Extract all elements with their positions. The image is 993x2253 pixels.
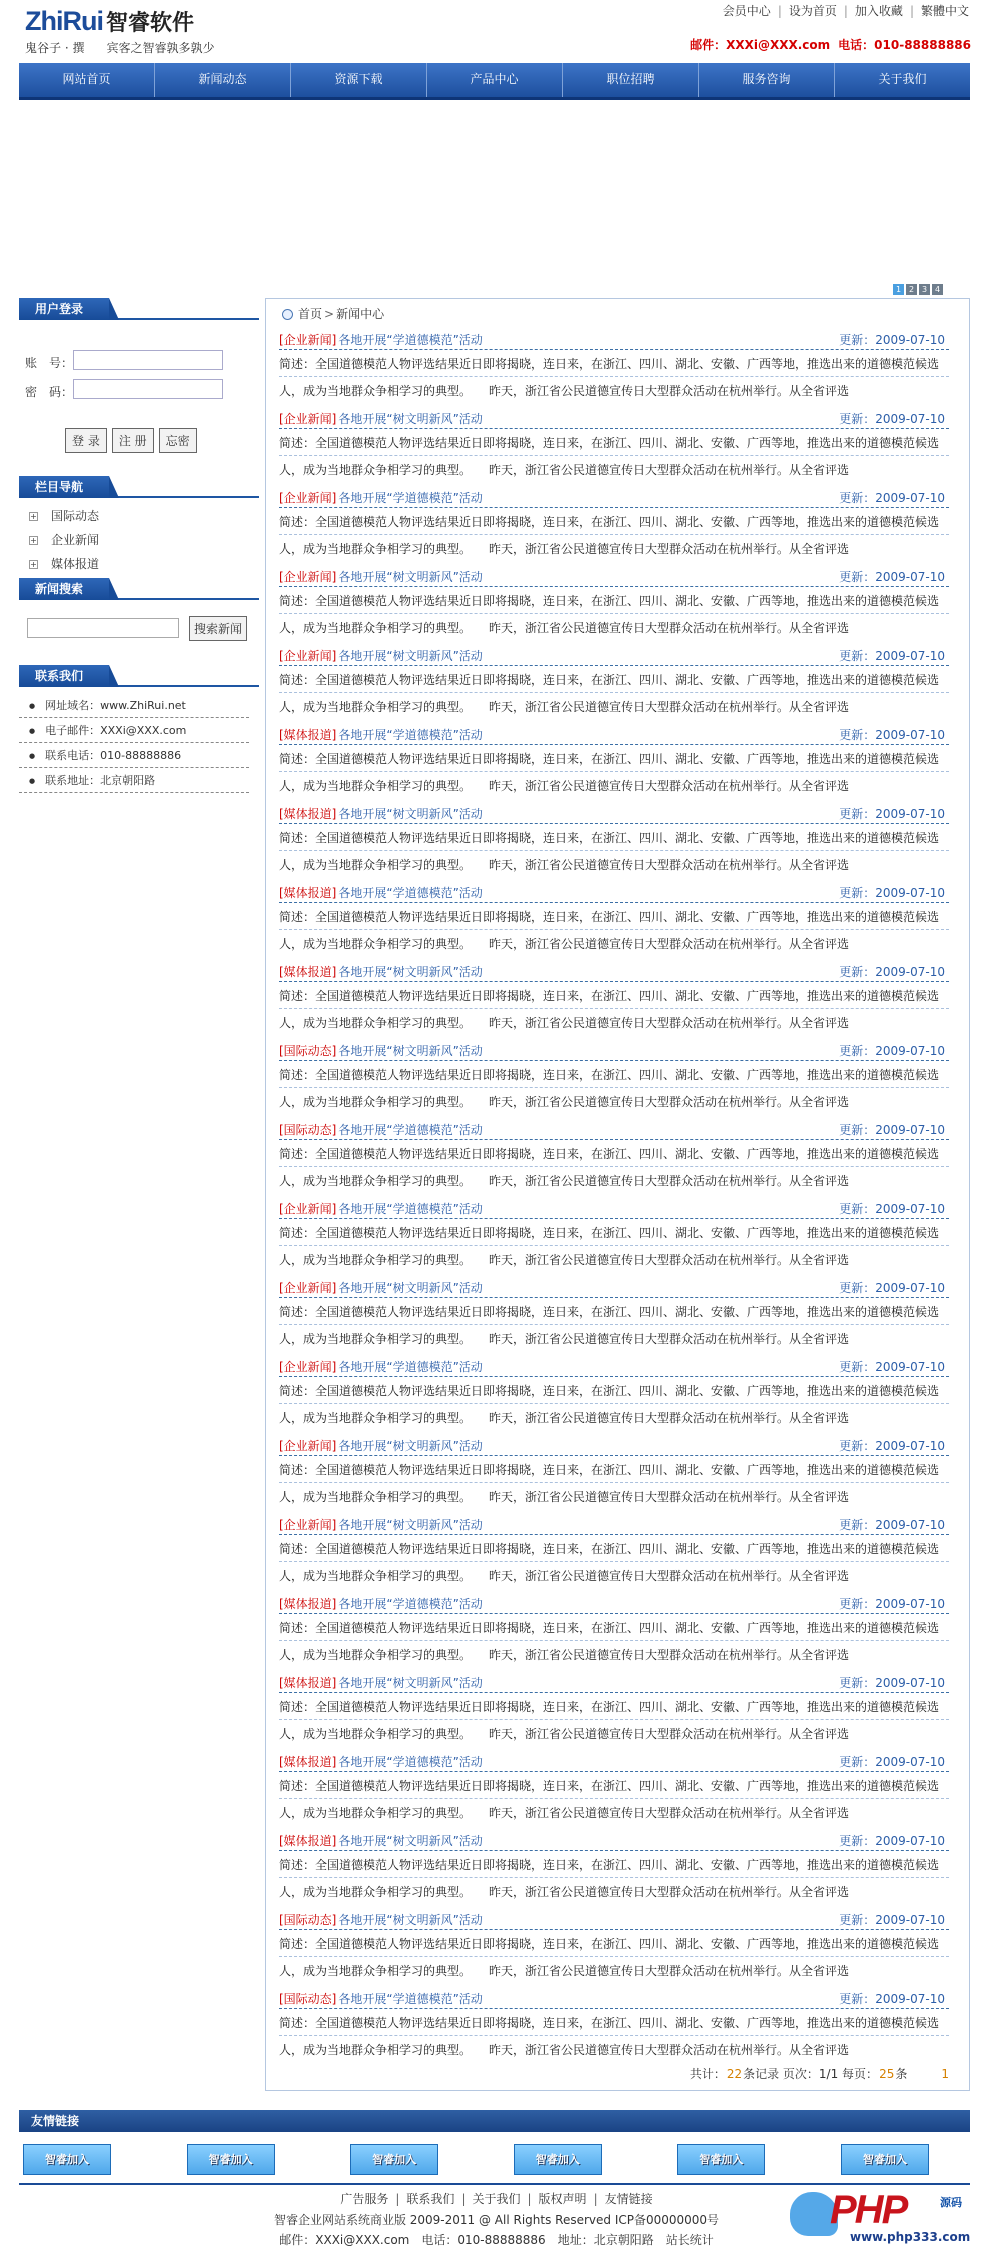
update-date: 2009-07-10 bbox=[875, 1676, 945, 1690]
news-summary-line: 简述：全国道德模范人物评选结果近日即将揭晓，连日来，在浙江、四川、湖北、安徽、广西等地，推选出来的道德模范候选 bbox=[279, 430, 949, 456]
news-title-link[interactable]: 各地开展“树文明新风”活动 bbox=[338, 1676, 483, 1690]
update-date: 2009-07-10 bbox=[875, 886, 945, 900]
update-label: 更新： bbox=[839, 1755, 876, 1769]
copyright: 智睿企业网站系统商业版 2009-2011 @ All Rights Reserved ICP备00000000号 bbox=[273, 2213, 720, 2227]
plus-icon: + bbox=[30, 512, 37, 521]
news-category[interactable]: [媒体报道] bbox=[279, 886, 337, 900]
friend-logo-button[interactable]: 智睿加入 bbox=[514, 2144, 602, 2175]
news-item bbox=[279, 1828, 949, 1907]
footer-link-separator: | bbox=[593, 2192, 598, 2206]
news-summary-line: 人，成为当地群众争相学习的典型。 昨天，浙江省公民道德宣传日大型群众活动在杭州举行。从全省评选 bbox=[279, 1727, 850, 1741]
news-item-header bbox=[279, 646, 949, 666]
news-summary-line: 简述：全国道德模范人物评选结果近日即将揭晓，连日来，在浙江、四川、湖北、安徽、广西等地，推选出来的道德模范候选 bbox=[279, 2010, 949, 2036]
update-date: 2009-07-10 bbox=[875, 1281, 945, 1295]
banner bbox=[19, 103, 970, 283]
update-label: 更新： bbox=[839, 1202, 876, 1216]
news-summary-line: 简述：全国道德模范人物评选结果近日即将揭晓，连日来，在浙江、四川、湖北、安徽、广西等地，推选出来的道德模范候选 bbox=[279, 1141, 949, 1167]
plus-icon: + bbox=[30, 536, 37, 545]
news-category[interactable]: [国际动态] bbox=[279, 1123, 337, 1137]
news-title-link[interactable]: 各地开展“树文明新风”活动 bbox=[338, 965, 483, 979]
news-category[interactable]: [媒体报道] bbox=[279, 728, 337, 742]
contact-item: ● 电子邮件：XXXi@XXX.com bbox=[19, 718, 249, 743]
news-summary-line: 人，成为当地群众争相学习的典型。 昨天，浙江省公民道德宣传日大型群众活动在杭州举行。从全省评选 bbox=[279, 1016, 850, 1030]
forgot-password-button[interactable]: 忘密 bbox=[159, 428, 197, 453]
banner-page-button[interactable]: 4 bbox=[932, 284, 943, 295]
news-item bbox=[279, 722, 949, 801]
account-label: 账 号： bbox=[25, 356, 74, 370]
news-date bbox=[839, 1120, 945, 1140]
update-date: 2009-07-10 bbox=[875, 1360, 945, 1374]
news-title-link[interactable]: 各地开展“树文明新风”活动 bbox=[338, 1913, 483, 1927]
news-date bbox=[839, 1515, 945, 1535]
update-label: 更新： bbox=[839, 649, 876, 663]
account-input[interactable] bbox=[73, 350, 223, 370]
footer-link-separator: | bbox=[461, 2192, 466, 2206]
news-title-link[interactable]: 各地开展“树文明新风”活动 bbox=[338, 1439, 483, 1453]
update-date: 2009-07-10 bbox=[875, 333, 945, 347]
news-item bbox=[279, 1354, 949, 1433]
news-title-link[interactable]: 各地开展“树文明新风”活动 bbox=[338, 1281, 483, 1295]
news-summary-line: 人，成为当地群众争相学习的典型。 昨天，浙江省公民道德宣传日大型群众活动在杭州举行。从全省评选 bbox=[279, 858, 850, 872]
update-date: 2009-07-10 bbox=[875, 1992, 945, 2006]
footer-address: 地址：北京朝阳路 bbox=[557, 2233, 654, 2247]
news-list bbox=[279, 327, 949, 2065]
footer-link[interactable]: 联系我们 bbox=[406, 2192, 455, 2206]
news-title-link[interactable]: 各地开展“学道德模范”活动 bbox=[338, 1755, 483, 1769]
news-date bbox=[839, 1041, 945, 1061]
toplink[interactable]: 繁體中文 bbox=[920, 4, 969, 18]
news-item bbox=[279, 1196, 949, 1275]
news-item-header bbox=[279, 330, 949, 350]
news-category[interactable]: [企业新闻] bbox=[279, 1439, 337, 1453]
news-item bbox=[279, 1275, 949, 1354]
banner-page-button[interactable]: 1 bbox=[893, 284, 904, 295]
main-nav bbox=[19, 63, 970, 100]
crumb-arrow-icon: > bbox=[324, 307, 335, 321]
news-title-link[interactable]: 各地开展“学道德模范”活动 bbox=[338, 1123, 483, 1137]
news-category[interactable]: [媒体报道] bbox=[279, 1834, 337, 1848]
news-item bbox=[279, 1986, 949, 2065]
news-item-header bbox=[279, 725, 949, 745]
update-date: 2009-07-10 bbox=[875, 1202, 945, 1216]
update-date: 2009-07-10 bbox=[875, 1044, 945, 1058]
toplink[interactable]: 设为首页 bbox=[788, 4, 837, 18]
news-category[interactable]: [媒体报道] bbox=[279, 965, 337, 979]
news-summary-line: 人，成为当地群众争相学习的典型。 昨天，浙江省公民道德宣传日大型群众活动在杭州举行。从全省评选 bbox=[279, 1174, 850, 1188]
top-links bbox=[723, 2, 969, 19]
news-date bbox=[839, 1910, 945, 1930]
news-summary-line: 简述：全国道德模范人物评选结果近日即将揭晓，连日来，在浙江、四川、湖北、安徽、广西等地，推选出来的道德模范候选 bbox=[279, 746, 949, 772]
news-item bbox=[279, 1433, 949, 1512]
news-title-link[interactable]: 各地开展“树文明新风”活动 bbox=[338, 1044, 483, 1058]
news-item-header bbox=[279, 1673, 949, 1693]
watermark bbox=[790, 2190, 990, 2250]
news-item bbox=[279, 959, 949, 1038]
news-title-link[interactable]: 各地开展“学道德模范”活动 bbox=[338, 491, 483, 505]
colnav-label: 国际动态 bbox=[51, 509, 100, 523]
news-main bbox=[265, 298, 970, 2091]
news-category[interactable]: [企业新闻] bbox=[279, 1202, 337, 1216]
news-summary-line: 人，成为当地群众争相学习的典型。 昨天，浙江省公民道德宣传日大型群众活动在杭州举行。从全省评选 bbox=[279, 384, 850, 398]
news-summary-line: 人，成为当地群众争相学习的典型。 昨天，浙江省公民道德宣传日大型群众活动在杭州举行。从全省评选 bbox=[279, 1490, 850, 1504]
friend-logo-button[interactable]: 智睿加入 bbox=[350, 2144, 438, 2175]
news-date bbox=[839, 330, 945, 350]
news-search-button[interactable]: 搜索新闻 bbox=[189, 616, 247, 641]
news-item bbox=[279, 801, 949, 880]
news-item bbox=[279, 1038, 949, 1117]
toplink-separator: | bbox=[909, 4, 914, 18]
news-summary-line: 简述：全国道德模范人物评选结果近日即将揭晓，连日来，在浙江、四川、湖北、安徽、广西等地，推选出来的道德模范候选 bbox=[279, 1694, 949, 1720]
news-summary-line: 人，成为当地群众争相学习的典型。 昨天，浙江省公民道德宣传日大型群众活动在杭州举行。从全省评选 bbox=[279, 700, 850, 714]
news-date bbox=[839, 1673, 945, 1693]
contact-item: ● 联系电话：010-88888886 bbox=[19, 743, 249, 768]
friends-title: 友情链接 bbox=[19, 2110, 970, 2132]
news-item-header bbox=[279, 1989, 949, 2009]
news-item-header bbox=[279, 1041, 949, 1061]
update-date: 2009-07-10 bbox=[875, 1755, 945, 1769]
news-date bbox=[839, 1989, 945, 2009]
location-icon bbox=[282, 309, 293, 320]
footer-phone: 电话：010-88888886 bbox=[421, 2233, 546, 2247]
login-panel bbox=[19, 298, 259, 468]
news-item-header bbox=[279, 1278, 949, 1298]
news-title-link[interactable]: 各地开展“树文明新风”活动 bbox=[338, 1518, 483, 1532]
news-date bbox=[839, 1752, 945, 1772]
logo-latin: ZhiRui bbox=[25, 6, 103, 36]
news-title-link[interactable]: 各地开展“树文明新风”活动 bbox=[338, 570, 483, 584]
news-item bbox=[279, 1670, 949, 1749]
news-item-header bbox=[279, 1752, 949, 1772]
stats-link[interactable]: 站长统计 bbox=[665, 2233, 714, 2247]
watermark-tag: 源码 bbox=[940, 2196, 962, 2209]
news-summary-line: 简述：全国道德模范人物评选结果近日即将揭晓，连日来，在浙江、四川、湖北、安徽、广西等地，推选出来的道德模范候选 bbox=[279, 825, 949, 851]
news-search-input[interactable] bbox=[27, 618, 179, 638]
news-item-header bbox=[279, 1120, 949, 1140]
news-item-header bbox=[279, 1910, 949, 1930]
password-input[interactable] bbox=[73, 379, 223, 399]
tagline-slogan: 宾客之智睿孰多孰少 bbox=[106, 41, 215, 55]
update-date: 2009-07-10 bbox=[875, 728, 945, 742]
friend-links bbox=[19, 2110, 970, 2175]
news-title-link[interactable]: 各地开展“树文明新风”活动 bbox=[338, 1834, 483, 1848]
news-category[interactable]: [媒体报道] bbox=[279, 1676, 337, 1690]
nav-item[interactable]: 关于我们 bbox=[878, 72, 927, 86]
banner-pager bbox=[893, 284, 943, 295]
news-item bbox=[279, 485, 949, 564]
news-category[interactable]: [国际动态] bbox=[279, 1992, 337, 2006]
footer-link[interactable]: 版权声明 bbox=[538, 2192, 587, 2206]
news-summary-line: 简述：全国道德模范人物评选结果近日即将揭晓，连日来，在浙江、四川、湖北、安徽、广西等地，推选出来的道德模范候选 bbox=[279, 1536, 949, 1562]
news-summary-line: 人，成为当地群众争相学习的典型。 昨天，浙江省公民道德宣传日大型群众活动在杭州举行。从全省评选 bbox=[279, 779, 850, 793]
colnav-title: 栏目导航 bbox=[19, 476, 109, 498]
news-search bbox=[19, 578, 259, 636]
update-date: 2009-07-10 bbox=[875, 965, 945, 979]
news-date bbox=[839, 725, 945, 745]
news-date bbox=[839, 883, 945, 903]
toplink-separator: | bbox=[777, 4, 782, 18]
breadcrumb bbox=[282, 305, 384, 322]
update-label: 更新： bbox=[839, 1913, 876, 1927]
news-item-header bbox=[279, 883, 949, 903]
footer-link-separator: | bbox=[527, 2192, 532, 2206]
update-label: 更新： bbox=[839, 728, 876, 742]
footer-link-separator: | bbox=[395, 2192, 400, 2206]
news-category[interactable]: [企业新闻] bbox=[279, 333, 337, 347]
footer-divider bbox=[19, 2183, 970, 2185]
nav-item[interactable]: 网站首页 bbox=[19, 63, 155, 97]
update-label: 更新： bbox=[839, 1597, 876, 1611]
news-summary-line: 简述：全国道德模范人物评选结果近日即将揭晓，连日来，在浙江、四川、湖北、安徽、广西等地，推选出来的道德模范候选 bbox=[279, 1773, 949, 1799]
news-item bbox=[279, 564, 949, 643]
news-summary-line: 简述：全国道德模范人物评选结果近日即将揭晓，连日来，在浙江、四川、湖北、安徽、广西等地，推选出来的道德模范候选 bbox=[279, 351, 949, 377]
news-category[interactable]: [企业新闻] bbox=[279, 491, 337, 505]
update-label: 更新： bbox=[839, 965, 876, 979]
news-summary-line: 简述：全国道德模范人物评选结果近日即将揭晓，连日来，在浙江、四川、湖北、安徽、广西等地，推选出来的道德模范候选 bbox=[279, 588, 949, 614]
news-summary-line: 简述：全国道德模范人物评选结果近日即将揭晓，连日来，在浙江、四川、湖北、安徽、广西等地，推选出来的道德模范候选 bbox=[279, 904, 949, 930]
news-category[interactable]: [媒体报道] bbox=[279, 807, 337, 821]
news-summary-line: 人，成为当地群众争相学习的典型。 昨天，浙江省公民道德宣传日大型群众活动在杭州举行。从全省评选 bbox=[279, 1964, 850, 1978]
news-category[interactable]: [企业新闻] bbox=[279, 1518, 337, 1532]
news-item-header bbox=[279, 567, 949, 587]
news-date bbox=[839, 962, 945, 982]
contact-title: 联系我们 bbox=[19, 665, 109, 687]
friend-logo-button[interactable]: 智睿加入 bbox=[187, 2144, 275, 2175]
crumb-home[interactable]: 首页 bbox=[298, 307, 323, 321]
update-label: 更新： bbox=[839, 807, 876, 821]
nav-item[interactable]: 新闻动态 bbox=[155, 63, 291, 97]
news-summary-line: 简述：全国道德模范人物评选结果近日即将揭晓，连日来，在浙江、四川、湖北、安徽、广西等地，推选出来的道德模范候选 bbox=[279, 1299, 949, 1325]
news-summary-line: 简述：全国道德模范人物评选结果近日即将揭晓，连日来，在浙江、四川、湖北、安徽、广西等地，推选出来的道德模范候选 bbox=[279, 1457, 949, 1483]
news-date bbox=[839, 804, 945, 824]
news-item bbox=[279, 1117, 949, 1196]
nav-item[interactable]: 资源下载 bbox=[291, 63, 427, 97]
news-summary-line: 简述：全国道德模范人物评选结果近日即将揭晓，连日来，在浙江、四川、湖北、安徽、广西等地，推选出来的道德模范候选 bbox=[279, 1615, 949, 1641]
update-date: 2009-07-10 bbox=[875, 412, 945, 426]
news-title-link[interactable]: 各地开展“学道德模范”活动 bbox=[338, 1202, 483, 1216]
news-item bbox=[279, 643, 949, 722]
news-title-link[interactable]: 各地开展“学道德模范”活动 bbox=[338, 333, 483, 347]
news-summary-line: 人，成为当地群众争相学习的典型。 昨天，浙江省公民道德宣传日大型群众活动在杭州举行。从全省评选 bbox=[279, 1648, 850, 1662]
news-summary-line: 简述：全国道德模范人物评选结果近日即将揭晓，连日来，在浙江、四川、湖北、安徽、广西等地，推选出来的道德模范候选 bbox=[279, 509, 949, 535]
news-date bbox=[839, 1278, 945, 1298]
site-logo[interactable] bbox=[25, 6, 236, 56]
footer-email: 邮件：XXXi@XXX.com bbox=[279, 2233, 410, 2247]
colnav-label: 企业新闻 bbox=[51, 533, 100, 547]
news-item bbox=[279, 880, 949, 959]
news-summary-line: 人，成为当地群众争相学习的典型。 昨天，浙江省公民道德宣传日大型群众活动在杭州举行。从全省评选 bbox=[279, 621, 850, 635]
login-button[interactable]: 登 录 bbox=[65, 428, 107, 453]
contact-panel bbox=[19, 665, 259, 793]
update-label: 更新： bbox=[839, 1439, 876, 1453]
update-label: 更新： bbox=[839, 412, 876, 426]
friend-logo-button[interactable]: 智睿加入 bbox=[677, 2144, 765, 2175]
update-label: 更新： bbox=[839, 333, 876, 347]
footer-link[interactable]: 关于我们 bbox=[472, 2192, 521, 2206]
top-contact bbox=[682, 36, 971, 53]
update-label: 更新： bbox=[839, 1518, 876, 1532]
news-date bbox=[839, 1436, 945, 1456]
update-date: 2009-07-10 bbox=[875, 570, 945, 584]
update-date: 2009-07-10 bbox=[875, 1439, 945, 1453]
news-summary-line: 人，成为当地群众争相学习的典型。 昨天，浙江省公民道德宣传日大型群众活动在杭州举行。从全省评选 bbox=[279, 2043, 850, 2057]
record-count: 22 bbox=[726, 2067, 743, 2081]
update-label: 更新： bbox=[839, 1360, 876, 1374]
crumb-current: 新闻中心 bbox=[336, 307, 385, 321]
update-label: 更新： bbox=[839, 570, 876, 584]
news-category[interactable]: [国际动态] bbox=[279, 1913, 337, 1927]
update-label: 更新： bbox=[839, 491, 876, 505]
contact-item: ● 网址域名：www.ZhiRui.net bbox=[19, 693, 249, 718]
news-item bbox=[279, 327, 949, 406]
colnav-item[interactable] bbox=[19, 504, 259, 528]
news-summary-line: 简述：全国道德模范人物评选结果近日即将揭晓，连日来，在浙江、四川、湖北、安徽、广西等地，推选出来的道德模范候选 bbox=[279, 1378, 949, 1404]
news-item-header bbox=[279, 1831, 949, 1851]
page-link[interactable]: 1 bbox=[941, 2067, 949, 2081]
news-summary-line: 人，成为当地群众争相学习的典型。 昨天，浙江省公民道德宣传日大型群众活动在杭州举行。从全省评选 bbox=[279, 463, 850, 477]
update-label: 更新： bbox=[839, 1281, 876, 1295]
news-date bbox=[839, 646, 945, 666]
news-summary-line: 简述：全国道德模范人物评选结果近日即将揭晓，连日来，在浙江、四川、湖北、安徽、广西等地，推选出来的道德模范候选 bbox=[279, 1062, 949, 1088]
banner-page-button[interactable]: 2 bbox=[906, 284, 917, 295]
search-title: 新闻搜索 bbox=[19, 578, 109, 600]
news-category[interactable]: [企业新闻] bbox=[279, 1360, 337, 1374]
news-title-link[interactable]: 各地开展“学道德模范”活动 bbox=[338, 1360, 483, 1374]
update-label: 更新： bbox=[839, 1992, 876, 2006]
watermark-brand: PHP bbox=[830, 2188, 907, 2232]
news-date bbox=[839, 1594, 945, 1614]
top-email: 邮件：XXXi@XXX.com bbox=[690, 38, 831, 52]
sidebar bbox=[19, 298, 259, 787]
watermark-url: www.php333.com bbox=[850, 2230, 971, 2244]
toplink[interactable]: 加入收藏 bbox=[854, 4, 903, 18]
toplink[interactable]: 会员中心 bbox=[722, 4, 771, 18]
news-category[interactable]: [媒体报道] bbox=[279, 1597, 337, 1611]
news-summary-line: 人，成为当地群众争相学习的典型。 昨天，浙江省公民道德宣传日大型群众活动在杭州举行。从全省评选 bbox=[279, 1569, 850, 1583]
news-title-link[interactable]: 各地开展“学道德模范”活动 bbox=[338, 1597, 483, 1611]
news-item-header bbox=[279, 1515, 949, 1535]
colnav-item[interactable] bbox=[19, 528, 259, 552]
update-label: 更新： bbox=[839, 1044, 876, 1058]
password-label: 密 码： bbox=[25, 385, 74, 399]
news-date bbox=[839, 1357, 945, 1377]
news-title-link[interactable]: 各地开展“学道德模范”活动 bbox=[338, 728, 483, 742]
news-item-header bbox=[279, 1357, 949, 1377]
top-phone: 电话：010-88888886 bbox=[838, 38, 971, 52]
contact-item: ● 联系地址：北京朝阳路 bbox=[19, 768, 249, 793]
news-title-link[interactable]: 各地开展“树文明新风”活动 bbox=[338, 412, 483, 426]
news-summary-line: 人，成为当地群众争相学习的典型。 昨天，浙江省公民道德宣传日大型群众活动在杭州举行。从全省评选 bbox=[279, 1095, 850, 1109]
update-label: 更新： bbox=[839, 1123, 876, 1137]
news-title-link[interactable]: 各地开展“学道德模范”活动 bbox=[338, 886, 483, 900]
login-title: 用户登录 bbox=[19, 298, 109, 320]
news-summary-line: 简述：全国道德模范人物评选结果近日即将揭晓，连日来，在浙江、四川、湖北、安徽、广西等地，推选出来的道德模范候选 bbox=[279, 983, 949, 1009]
news-date bbox=[839, 409, 945, 429]
news-date bbox=[839, 1831, 945, 1851]
toplink-separator: | bbox=[843, 4, 848, 18]
colnav-item[interactable] bbox=[19, 552, 259, 576]
news-title-link[interactable]: 各地开展“学道德模范”活动 bbox=[338, 1992, 483, 2006]
news-item-header bbox=[279, 1594, 949, 1614]
news-item-header bbox=[279, 804, 949, 824]
news-title-link[interactable]: 各地开展“树文明新风”活动 bbox=[338, 649, 483, 663]
news-summary-line: 人，成为当地群众争相学习的典型。 昨天，浙江省公民道德宣传日大型群众活动在杭州举行。从全省评选 bbox=[279, 1806, 850, 1820]
news-summary-line: 简述：全国道德模范人物评选结果近日即将揭晓，连日来，在浙江、四川、湖北、安徽、广西等地，推选出来的道德模范候选 bbox=[279, 1852, 949, 1878]
news-item-header bbox=[279, 1436, 949, 1456]
update-label: 更新： bbox=[839, 1834, 876, 1848]
news-category[interactable]: [国际动态] bbox=[279, 1044, 337, 1058]
plus-icon: + bbox=[30, 560, 37, 569]
news-item-header bbox=[279, 409, 949, 429]
news-summary-line: 人，成为当地群众争相学习的典型。 昨天，浙江省公民道德宣传日大型群众活动在杭州举行。从全省评选 bbox=[279, 1253, 850, 1267]
footer-link[interactable]: 广告服务 bbox=[340, 2192, 389, 2206]
news-item bbox=[279, 1512, 949, 1591]
nav-item[interactable]: 职位招聘 bbox=[563, 63, 699, 97]
news-item bbox=[279, 1749, 949, 1828]
logo-cn: 智睿软件 bbox=[105, 10, 194, 35]
update-date: 2009-07-10 bbox=[875, 649, 945, 663]
friend-logo-button[interactable]: 智睿加入 bbox=[841, 2144, 929, 2175]
news-category[interactable]: [企业新闻] bbox=[279, 412, 337, 426]
news-title-link[interactable]: 各地开展“树文明新风”活动 bbox=[338, 807, 483, 821]
update-label: 更新： bbox=[839, 886, 876, 900]
news-category[interactable]: [企业新闻] bbox=[279, 1281, 337, 1295]
register-button[interactable]: 注 册 bbox=[112, 428, 154, 453]
news-summary-line: 简述：全国道德模范人物评选结果近日即将揭晓，连日来，在浙江、四川、湖北、安徽、广西等地，推选出来的道德模范候选 bbox=[279, 667, 949, 693]
footer-link[interactable]: 友情链接 bbox=[604, 2192, 653, 2206]
news-summary-line: 人，成为当地群众争相学习的典型。 昨天，浙江省公民道德宣传日大型群众活动在杭州举行。从全省评选 bbox=[279, 937, 850, 951]
tagline-author: 鬼谷子 · 撰 bbox=[25, 41, 85, 55]
banner-page-button[interactable]: 3 bbox=[919, 284, 930, 295]
nav-item[interactable]: 产品中心 bbox=[427, 63, 563, 97]
news-item bbox=[279, 1907, 949, 1986]
news-summary-line: 简述：全国道德模范人物评选结果近日即将揭晓，连日来，在浙江、四川、湖北、安徽、广西等地，推选出来的道德模范候选 bbox=[279, 1220, 949, 1246]
news-date bbox=[839, 567, 945, 587]
update-label: 更新： bbox=[839, 1676, 876, 1690]
news-summary-line: 人，成为当地群众争相学习的典型。 昨天，浙江省公民道德宣传日大型群众活动在杭州举行。从全省评选 bbox=[279, 1885, 850, 1899]
colnav-label: 媒体报道 bbox=[51, 557, 100, 571]
news-item-header bbox=[279, 488, 949, 508]
news-summary-line: 人，成为当地群众争相学习的典型。 昨天，浙江省公民道德宣传日大型群众活动在杭州举行。从全省评选 bbox=[279, 1332, 850, 1346]
nav-item[interactable]: 服务咨询 bbox=[699, 63, 835, 97]
update-date: 2009-07-10 bbox=[875, 1123, 945, 1137]
list-stats: 共计：22条记录 页次：1/1 每页：25条 1 bbox=[689, 2067, 949, 2081]
update-date: 2009-07-10 bbox=[875, 1913, 945, 1927]
news-item bbox=[279, 406, 949, 485]
update-date: 2009-07-10 bbox=[875, 491, 945, 505]
update-date: 2009-07-10 bbox=[875, 1597, 945, 1611]
column-nav bbox=[19, 476, 259, 576]
update-date: 2009-07-10 bbox=[875, 1834, 945, 1848]
news-item bbox=[279, 1591, 949, 1670]
news-item-header bbox=[279, 962, 949, 982]
news-category[interactable]: [媒体报道] bbox=[279, 1755, 337, 1769]
update-date: 2009-07-10 bbox=[875, 807, 945, 821]
news-date bbox=[839, 488, 945, 508]
news-summary-line: 简述：全国道德模范人物评选结果近日即将揭晓，连日来，在浙江、四川、湖北、安徽、广西等地，推选出来的道德模范候选 bbox=[279, 1931, 949, 1957]
news-item-header bbox=[279, 1199, 949, 1219]
news-category[interactable]: [企业新闻] bbox=[279, 649, 337, 663]
news-date bbox=[839, 1199, 945, 1219]
update-date: 2009-07-10 bbox=[875, 1518, 945, 1532]
news-category[interactable]: [企业新闻] bbox=[279, 570, 337, 584]
news-summary-line: 人，成为当地群众争相学习的典型。 昨天，浙江省公民道德宣传日大型群众活动在杭州举行。从全省评选 bbox=[279, 542, 850, 556]
news-summary-line: 人，成为当地群众争相学习的典型。 昨天，浙江省公民道德宣传日大型群众活动在杭州举行。从全省评选 bbox=[279, 1411, 850, 1425]
friend-logo-button[interactable]: 智睿加入 bbox=[23, 2144, 111, 2175]
per-page: 25 bbox=[879, 2067, 895, 2081]
